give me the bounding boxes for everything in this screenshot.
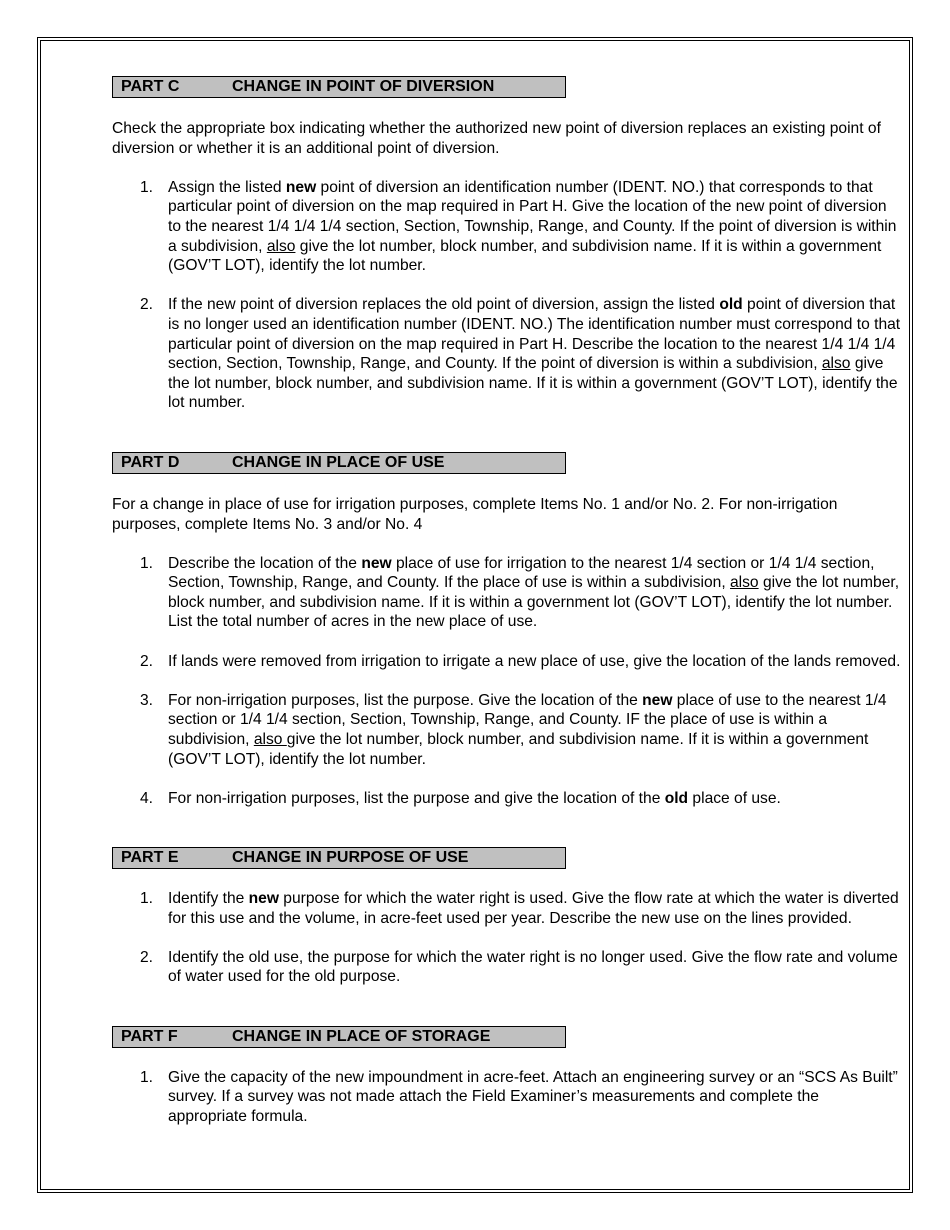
part-c-list [112, 178, 902, 413]
part-e-header [112, 847, 566, 869]
part-d-header [112, 452, 566, 474]
part-f-title: CHANGE IN PLACE OF STORAGE [232, 1027, 491, 1045]
part-c-number: PART C [121, 78, 180, 95]
part-e-number: PART E [121, 849, 179, 867]
part-d-title: CHANGE IN PLACE OF USE [232, 453, 445, 471]
part-e-item-1: 1. Identify the new purpose for which the water right is used. Give the flow rate at which the water is diverted for this use and the volume, in acre-feet used per year. Describe the new use on the lines provided. [140, 890, 899, 927]
document-body [112, 76, 902, 1126]
part-c-header [112, 76, 566, 98]
part-d-list [112, 554, 902, 809]
part-f-header [112, 1026, 566, 1048]
part-f-list [112, 1068, 902, 1127]
part-c-item-2: 2. If the new point of diversion replaces the old point of diversion, assign the listed old point of diversion that is no longer used an identification number (IDENT. NO.) The identification number must correspond to that particular point of diversion on the map required in Part H. Describe the location to the nearest 1/4 1/4 1/4 section, Section, Township, Range, and County. If the point of diversion is within a subdivision, also give the lot number, block number, and subdivision name. If it is within a government (GOV’T LOT), identify the lot number. [140, 296, 901, 412]
part-d-item-1: 1. Describe the location of the new place of use for irrigation to the nearest 1/4 section or 1/4 1/4 section, Section, Township, Range, and County. If the place of use is within a subdivision, also give the lot number, block number, and subdivision name. If it is within a government lot (GOV’T LOT), identify the lot number. List the total number of acres in the new place of use. [140, 554, 900, 631]
part-d-item-3: 3. For non-irrigation purposes, list the purpose. Give the location of the new place of use to the nearest 1/4 section or 1/4 1/4 section, Section, Township, Range, and County. IF the place of use is within a subdivision, also give the lot number, block number, and subdivision name. If it is within a government (GOV’T LOT), identify the lot number. [140, 691, 887, 768]
part-e-title: CHANGE IN PURPOSE OF USE [232, 849, 469, 867]
part-e-list [112, 889, 902, 987]
part-d-item-2: 2. If lands were removed from irrigation to irrigate a new place of use, give the location of the lands removed. [140, 652, 901, 670]
part-c-item-1: 1. Assign the listed new point of diversion an identification number (IDENT. NO.) that corresponds to that particular point of diversion on the map required in Part H. Give the location of the new point of diversion to the nearest 1/4 1/4 1/4 section, Section, Township, Range, and County. If the point of diversion is within a subdivision, also give the lot number, block number, and subdivision name. If it is within a government (GOV’T LOT), identify the lot number. [140, 178, 897, 275]
part-d-item-4: 4. For non-irrigation purposes, list the purpose and give the location of the old place of use. [140, 789, 781, 807]
part-c-title: CHANGE IN POINT OF DIVERSION [232, 78, 495, 95]
part-d-intro: For a change in place of use for irrigation purposes, complete Items No. 1 and/or No. 2. For non-irrigation purposes, complete Items No. 3 and/or No. 4 [112, 495, 838, 533]
part-f-number: PART F [121, 1027, 178, 1045]
part-e-item-2: 2. Identify the old use, the purpose for which the water right is no longer used. Give the flow rate and volume of water used for the old purpose. [140, 948, 898, 986]
part-c-intro: Check the appropriate box indicating whether the authorized new point of diversion replaces an existing point of diversion or whether it is an additional point of diversion. [112, 120, 881, 157]
part-d-number: PART D [121, 453, 180, 471]
part-f-item-1: 1. Give the capacity of the new impoundment in acre-feet. Attach an engineering survey or an “SCS As Built” survey. If a survey was not made attach the Field Examiner’s measurements and complete the appropriate formula. [140, 1068, 898, 1125]
